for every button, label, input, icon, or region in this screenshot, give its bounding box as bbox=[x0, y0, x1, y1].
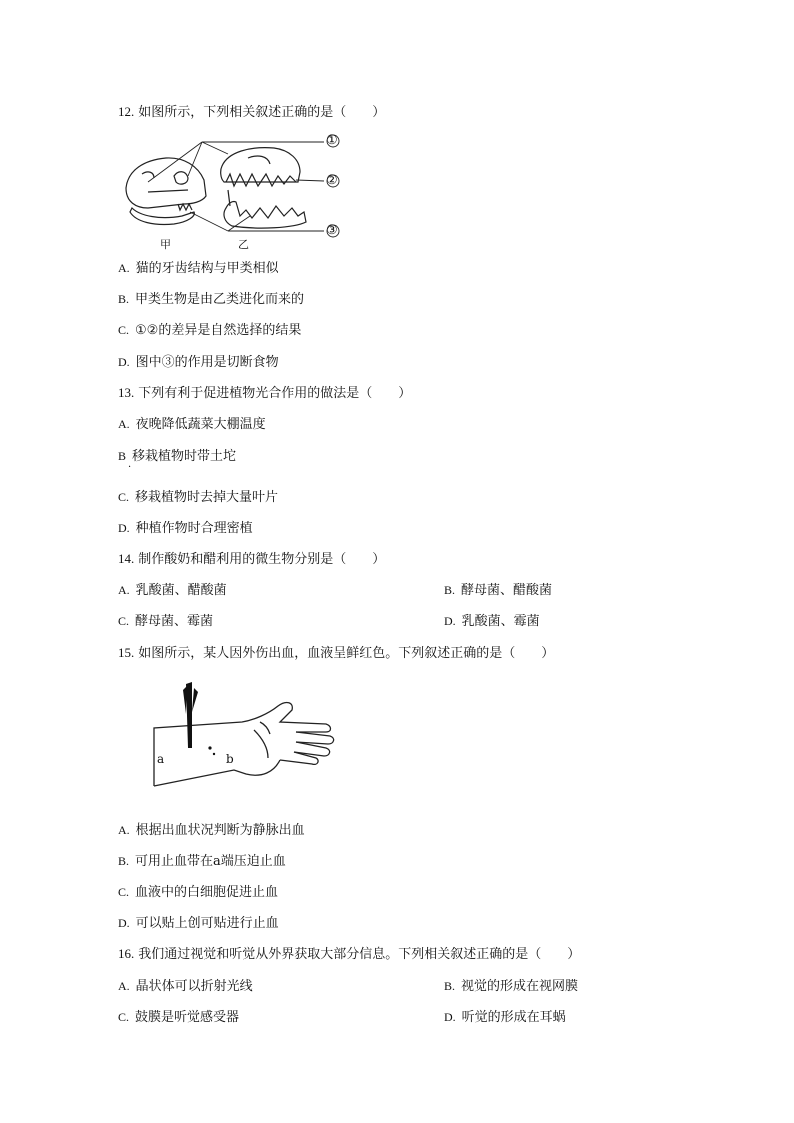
figure-label-yi: 乙 bbox=[238, 238, 249, 251]
question-16-stem: 16. 我们通过视觉和听觉从外界获取大部分信息。下列相关叙述正确的是（ ） bbox=[118, 946, 581, 962]
q13-option-c[interactable]: C. 移栽植物时去掉大量叶片 bbox=[118, 490, 279, 505]
skull-teeth-figure bbox=[118, 130, 358, 252]
q15-option-a[interactable]: A. 根据出血状况判断为静脉出血 bbox=[118, 823, 305, 838]
question-15-stem: 15. 如图所示，某人因外伤出血，血液呈鲜红色。下列叙述正确的是（ ） bbox=[118, 645, 555, 661]
callout-1: ① bbox=[326, 133, 338, 148]
skull-jia bbox=[126, 158, 206, 225]
question-12-stem: 12. 如图所示，下列相关叙述正确的是（ ） bbox=[118, 104, 386, 120]
q14-option-c[interactable]: C. 酵母菌、霉菌 bbox=[118, 614, 214, 629]
q16-option-b[interactable]: B. 视觉的形成在视网膜 bbox=[444, 979, 579, 994]
q14-option-d[interactable]: D. 乳酸菌、霉菌 bbox=[444, 614, 540, 629]
q15-option-b[interactable]: B. 可用止血带在a端压迫止血 bbox=[118, 854, 286, 869]
q14-option-a[interactable]: A. 乳酸菌、醋酸菌 bbox=[118, 583, 227, 598]
callout-3: ③ bbox=[326, 223, 338, 238]
skull-yi-upper bbox=[221, 148, 300, 186]
q12-option-b[interactable]: B. 甲类生物是由乙类进化而来的 bbox=[118, 292, 305, 307]
q12-option-c[interactable]: C. ①②的差异是自然选择的结果 bbox=[118, 323, 302, 338]
skull-yi-lower bbox=[224, 190, 306, 228]
q15-option-c[interactable]: C. 血液中的白细胞促进止血 bbox=[118, 885, 279, 900]
figure-label-a: a bbox=[157, 752, 165, 766]
bleeding-arm-figure bbox=[150, 678, 340, 790]
figure-label-jia: 甲 bbox=[160, 238, 171, 251]
stray-dot: · bbox=[128, 462, 132, 473]
q16-option-a[interactable]: A. 晶状体可以折射光线 bbox=[118, 979, 253, 994]
q15-option-d[interactable]: D. 可以贴上创可贴进行止血 bbox=[118, 916, 279, 931]
q13-option-a[interactable]: A. 夜晚降低蔬菜大棚温度 bbox=[118, 417, 266, 432]
q16-option-c[interactable]: C. 鼓膜是听觉感受器 bbox=[118, 1010, 240, 1025]
q12-option-a[interactable]: A. 猫的牙齿结构与甲类相似 bbox=[118, 261, 279, 276]
figure-label-b: b bbox=[226, 752, 234, 766]
callout-2: ② bbox=[326, 173, 338, 188]
question-14-stem: 14. 制作酸奶和醋利用的微生物分别是（ ） bbox=[118, 551, 386, 567]
q16-option-d[interactable]: D. 听觉的形成在耳蜗 bbox=[444, 1010, 566, 1025]
q14-option-b[interactable]: B. 酵母菌、醋酸菌 bbox=[444, 583, 553, 598]
question-13-stem: 13. 下列有利于促进植物光合作用的做法是（ ） bbox=[118, 385, 412, 401]
question-number: 12. bbox=[118, 104, 135, 119]
q12-option-d[interactable]: D. 图中③的作用是切断食物 bbox=[118, 355, 279, 370]
q13-option-d[interactable]: D. 种植作物时合理密植 bbox=[118, 521, 253, 536]
q13-option-b[interactable]: B 移栽植物时带土坨 bbox=[118, 449, 237, 464]
